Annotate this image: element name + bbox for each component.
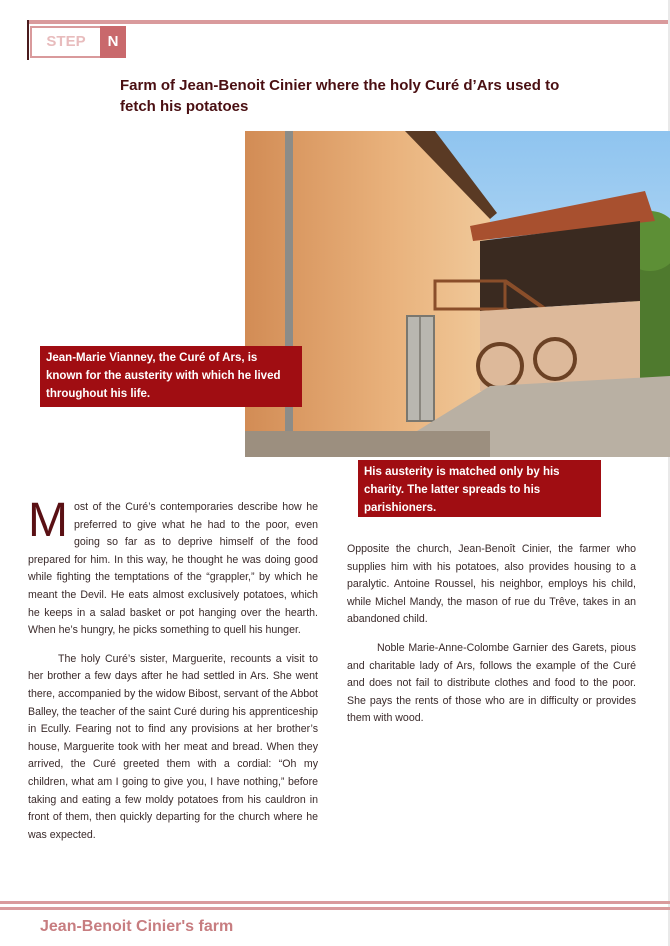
left-column [28, 494, 318, 855]
top-rule [28, 20, 668, 24]
callout-charity: His austerity is matched only by his charity. The latter spreads to his parishioners. [358, 460, 601, 517]
footer-rule [0, 907, 670, 910]
paragraph: Noble Marie-Anne-Colombe Garnier des Garets, pious and charitable lady of Ars, follows the example of the Curé and does not fail to distribute clothes and food to the poor. She pays the rents of those who are in difficulty or provides them with wood. [347, 641, 636, 725]
footer-title: Jean-Benoit Cinier's farm [40, 918, 234, 935]
footer-rule [0, 901, 670, 904]
page-title: Farm of Jean-Benoit Cinier where the holy Curé d’Ars used to fetch his potatoes [120, 77, 560, 115]
paragraph-text: ost of the Curé’s contemporaries describe how he preferred to give what he had to the poor, even going so far as to deprive himself of the food prepared for him. In this way, he thought he was doing good while fighting the temptations of the “grappler,” by which he meant the Devil. He eats almost exclusively potatoes, which he keeps in a salad basket or pot hanging over the hearth. When he’s hungry, he picks something to quell his hunger. [28, 501, 318, 637]
step-label: STEP [30, 26, 100, 58]
paragraph [28, 494, 318, 640]
right-column [347, 541, 636, 739]
paragraph: The holy Curé’s sister, Marguerite, recounts a visit to her brother a few days after he had settled in Ars. She went there, accompanied by the widow Bibost, servant of the Abbot Balley, the teacher of the saint Curé during his apprenticeship in Ecully. Fearing not to find any provisions at her brother’s house, Marguerite took with her meat and bread. When they arrived, the Curé greeted them with a cordial: “Oh my children, what am I going to give you, I have nothing,” before taking and eating a few moldy potatoes from his cauldron in front of them, then quickly departing for the church where he was expected. [28, 652, 318, 841]
dropcap: M [28, 494, 68, 547]
step-badge [30, 26, 126, 58]
header-left-bar [27, 20, 29, 60]
step-letter: N [100, 26, 126, 58]
callout-austerity: Jean-Marie Vianney, the Curé of Ars, is known for the austerity with which he lived throughout his life. [40, 346, 302, 407]
paragraph: Opposite the church, Jean-Benoît Cinier, the farmer who supplies him with his potatoes, also provides housing to a paralytic. Antoine Roussel, his neighbor, employs his child, while Michel Mandy, the mason of rue du Trêve, takes in an abandoned child. [347, 543, 636, 626]
farm-photo [245, 131, 670, 457]
